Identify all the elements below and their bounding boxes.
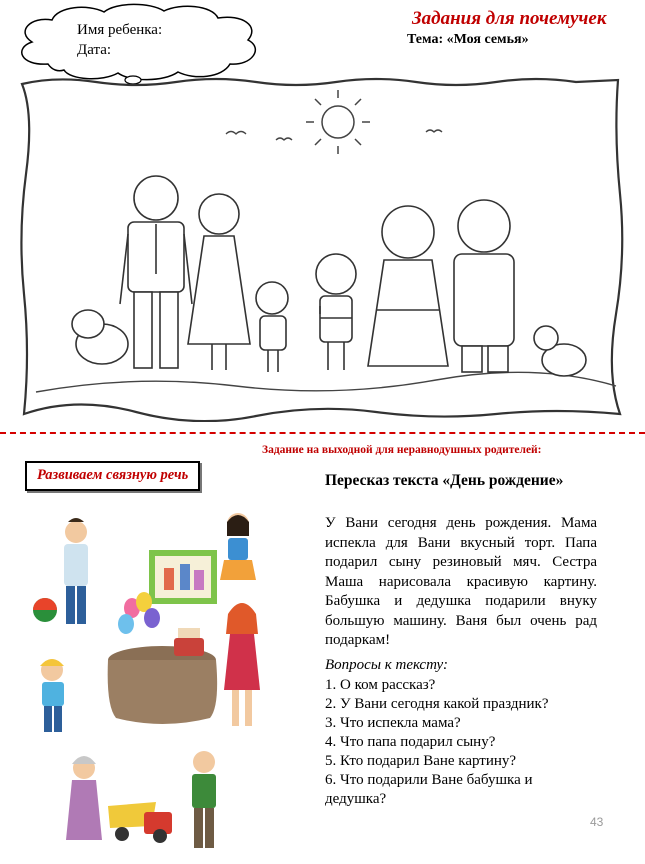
question-item: 1. О ком рассказ? [325, 677, 436, 693]
name-date-cloud [8, 2, 263, 84]
dashed-separator [0, 432, 645, 434]
grandma-clipart [66, 756, 102, 840]
story-paragraph: У Вани сегодня день рождения. Мама испекла для Вани вкусный торт. Папа подарил сыну резиновый мяч. Сестра Маша нарисовала красивую картину. Бабушка и дедушка подарили внуку большую машину. Ваня был очень рад подаркам! [325, 515, 597, 648]
mom-figure [188, 194, 250, 370]
child-name-label: Имя ребенка: [77, 22, 163, 38]
sister-clipart [220, 513, 256, 580]
grandpa-clipart [192, 751, 216, 848]
question-item: 3. Что испекла мама? [325, 715, 461, 731]
question-item: 2. У Вани сегодня какой праздник? [325, 696, 549, 712]
sun-drawing [306, 90, 370, 154]
date-label: Дата: [77, 42, 112, 58]
section-label-box: Развиваем связную речь [25, 461, 200, 491]
grandpa-figure [454, 200, 514, 372]
boy-figure [316, 254, 356, 370]
weekend-task-note: Задание на выходной для неравнодушных родителей: [262, 444, 542, 456]
questions-heading: Вопросы к тексту: [325, 657, 449, 673]
toy-truck-clipart [108, 802, 172, 843]
toddler-figure [256, 282, 288, 372]
dog-figure [72, 310, 128, 364]
cat-figure [534, 326, 586, 376]
topic-label: Тема: «Моя семья» [407, 32, 529, 47]
illustration-frame [21, 79, 622, 421]
dad-clipart [64, 518, 88, 624]
birthday-illustration [24, 510, 289, 858]
drawing-picture-clipart [149, 550, 217, 604]
page-number: 43 [590, 815, 604, 829]
story-title: Пересказ текста «День рождение» [325, 472, 564, 489]
question-item: 4. Что папа подарил сыну? [325, 734, 496, 750]
dad-figure [120, 176, 192, 368]
grandma-figure [368, 206, 448, 366]
mom-clipart [224, 603, 260, 726]
table-with-cake-clipart [108, 628, 217, 724]
page-title: Задания для почемучек [412, 8, 607, 29]
question-item: 5. Кто подарил Ване картину? [325, 753, 517, 769]
family-coloring-illustration [16, 74, 628, 422]
question-item: 6. Что подарили Ване бабушка и дедушка? [325, 772, 533, 807]
vanya-clipart [40, 659, 64, 732]
